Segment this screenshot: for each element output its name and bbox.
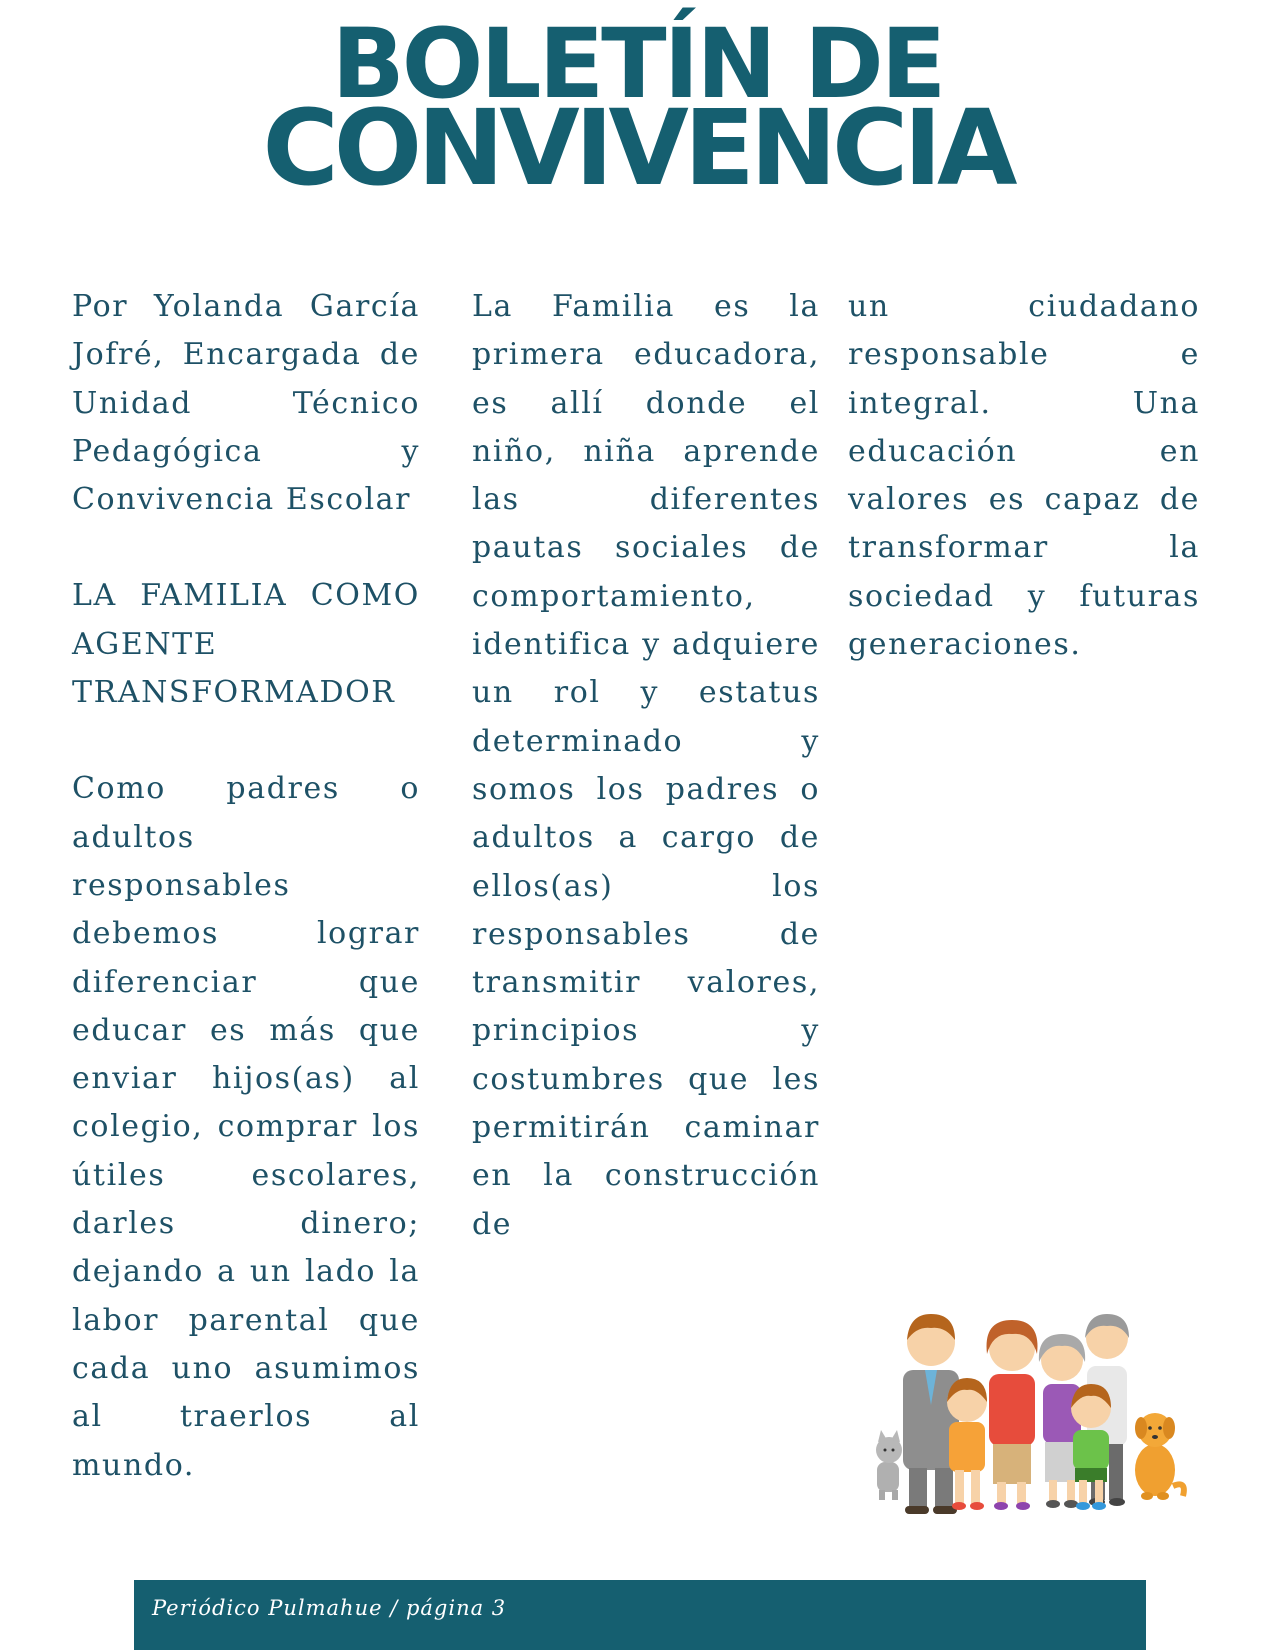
page-title <box>0 8 1275 209</box>
title-line-2: CONVIVENCIA <box>262 87 1013 209</box>
cat-icon <box>876 1430 902 1500</box>
title-line-1: BOLETÍN DE <box>331 8 944 120</box>
dog-icon <box>1135 1413 1184 1500</box>
byline: Por Yolanda García Jofré, Encargada de Unidad Técnico Pedagógica y Convivencia Escolar <box>72 289 420 518</box>
column-2-body: La Familia es la primera educadora, es allí donde el niño, niña aprende las diferentes pautas sociales de comportamiento, identifica y adquiere un rol y estatus determinado y somos los padres o adultos a cargo de ellos(as) los responsables de transmitir valores, principios y costumbres que les permitirán caminar en la construcción de <box>472 289 820 1242</box>
column-1-body: Como padres o adultos responsables debemos lograr diferenciar que educar es más que enviar hijos(as) al colegio, comprar los útiles escolares, darles dinero; dejando a un lado la labor parental que cada uno asumimos al traerlos al mundo. <box>72 771 420 1483</box>
family-illustration-icon <box>865 1290 1205 1520</box>
column-2 <box>472 283 820 1249</box>
father-icon <box>903 1314 959 1514</box>
column-3 <box>848 283 1200 669</box>
section-heading: LA FAMILIA COMO AGENTE TRANSFORMADOR <box>72 578 420 711</box>
column-1 <box>72 283 420 1490</box>
mother-icon <box>987 1320 1038 1510</box>
footer-text: Periódico Pulmahue / página 3 <box>152 1596 507 1620</box>
column-3-body: un ciudadano responsable e integral. Una educación en valores es capaz de transformar la sociedad y futuras generaciones. <box>848 289 1200 663</box>
footer-bar <box>134 1580 1146 1650</box>
